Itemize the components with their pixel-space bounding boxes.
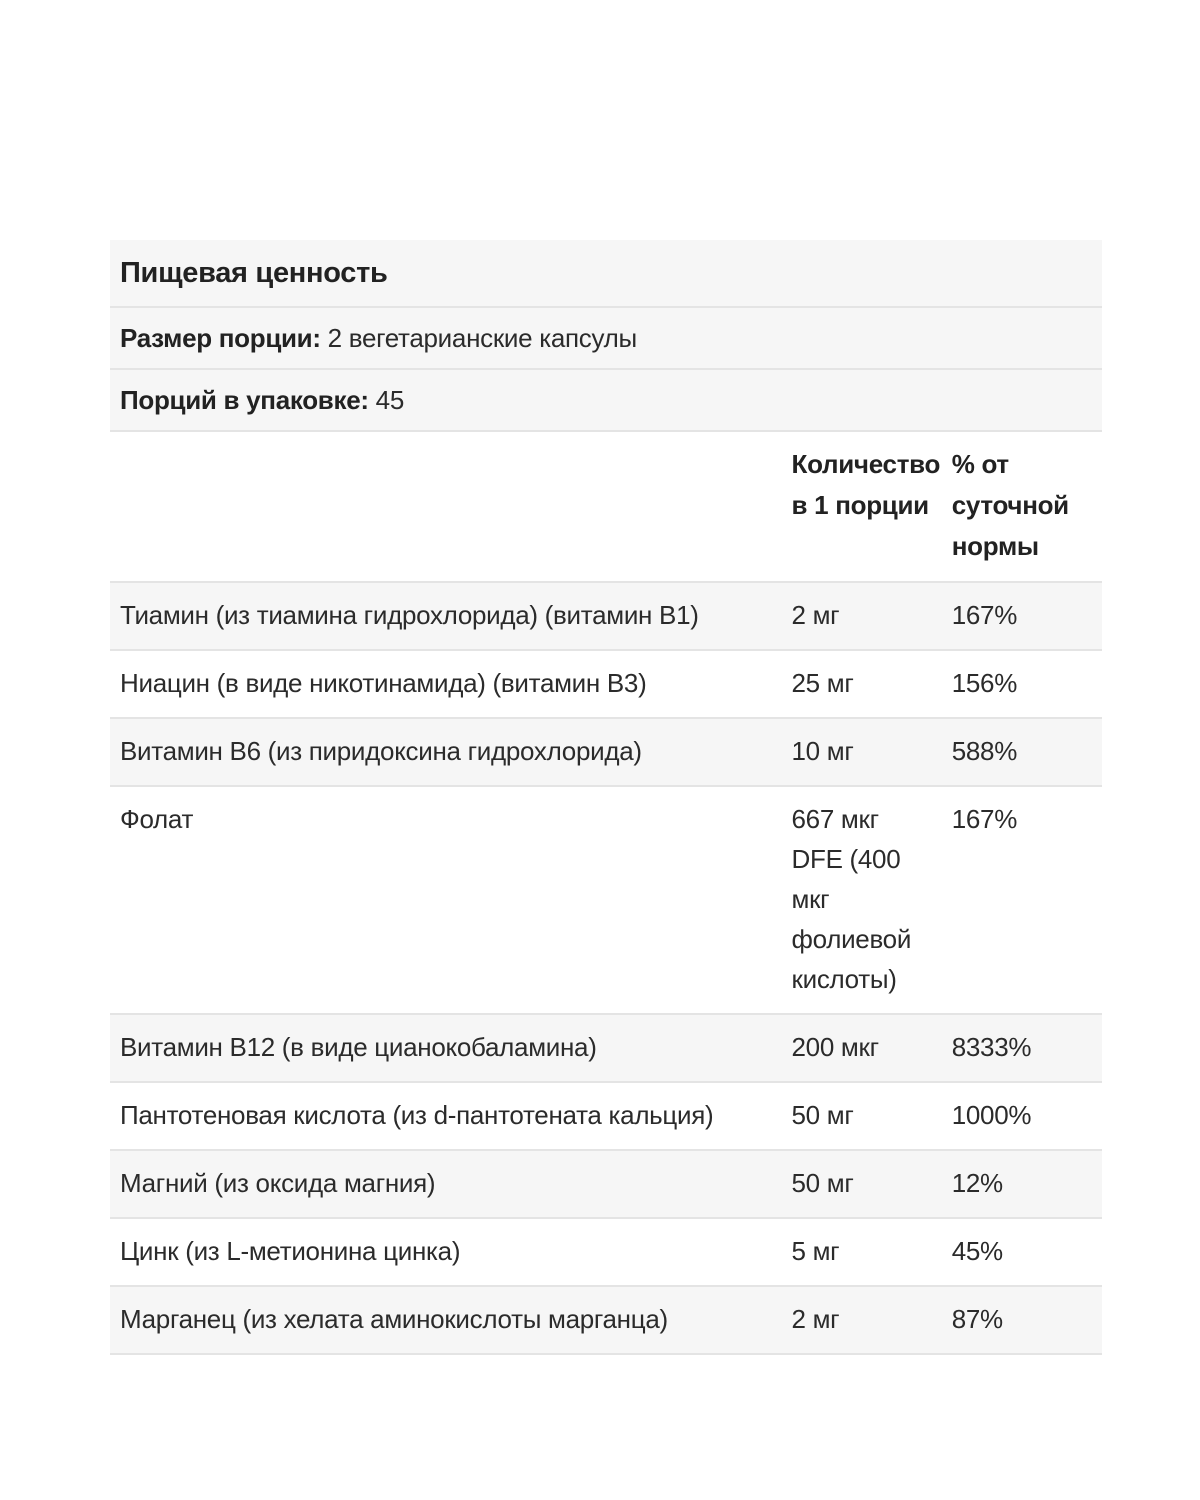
nutrient-amount: 5 мг xyxy=(782,1218,942,1286)
serving-size-cell xyxy=(110,307,1102,369)
servings-per-container-row xyxy=(110,369,1102,431)
nutrient-amount: 10 мг xyxy=(782,718,942,786)
nutrient-name: Цинк (из L-метионина цинка) xyxy=(110,1218,782,1286)
serving-size-value: 2 вегетарианские капсулы xyxy=(327,322,637,353)
table-row xyxy=(110,1150,1102,1218)
nutrient-amount: 50 мг xyxy=(782,1082,942,1150)
table-row xyxy=(110,718,1102,786)
nutrient-name: Ниацин (в виде никотинамида) (витамин B3) xyxy=(110,650,782,718)
table-row xyxy=(110,1286,1102,1354)
table-row xyxy=(110,786,1102,1014)
nutrient-name: Магний (из оксида магния) xyxy=(110,1150,782,1218)
table-row xyxy=(110,650,1102,718)
servings-per-container-cell xyxy=(110,369,1102,431)
nutrient-daily-value: 45% xyxy=(942,1218,1102,1286)
table-title-row xyxy=(110,240,1102,307)
column-header-daily-value: % от суточной нормы xyxy=(942,431,1102,582)
nutrition-facts-table xyxy=(110,240,1102,1355)
table-title: Пищевая ценность xyxy=(110,240,1102,307)
nutrient-daily-value: 12% xyxy=(942,1150,1102,1218)
nutrient-name: Тиамин (из тиамина гидрохлорида) (витамин B1) xyxy=(110,582,782,650)
serving-size-row xyxy=(110,307,1102,369)
nutrient-name: Марганец (из хелата аминокислоты марганца) xyxy=(110,1286,782,1354)
column-header-amount: Количество в 1 порции xyxy=(782,431,942,582)
nutrient-amount: 2 мг xyxy=(782,1286,942,1354)
column-header-row xyxy=(110,431,1102,582)
servings-per-container-value: 45 xyxy=(375,384,404,415)
table-row xyxy=(110,582,1102,650)
nutrient-amount: 667 мкг DFE (400 мкг фолиевой кислоты) xyxy=(782,786,942,1014)
nutrient-amount: 2 мг xyxy=(782,582,942,650)
nutrient-name: Фолат xyxy=(110,786,782,1014)
nutrient-amount: 200 мкг xyxy=(782,1014,942,1082)
serving-size-label: Размер порции: xyxy=(120,322,321,353)
nutrient-name: Витамин B12 (в виде цианокобаламина) xyxy=(110,1014,782,1082)
nutrient-daily-value: 156% xyxy=(942,650,1102,718)
nutrient-amount: 25 мг xyxy=(782,650,942,718)
servings-per-container-label: Порций в упаковке: xyxy=(120,384,369,415)
nutrient-daily-value: 167% xyxy=(942,786,1102,1014)
table-row xyxy=(110,1082,1102,1150)
column-header-name xyxy=(110,431,782,582)
nutrient-daily-value: 1000% xyxy=(942,1082,1102,1150)
nutrient-daily-value: 588% xyxy=(942,718,1102,786)
table-row xyxy=(110,1014,1102,1082)
nutrient-name: Витамин B6 (из пиридоксина гидрохлорида) xyxy=(110,718,782,786)
nutrient-daily-value: 167% xyxy=(942,582,1102,650)
nutrient-daily-value: 87% xyxy=(942,1286,1102,1354)
nutrient-amount: 50 мг xyxy=(782,1150,942,1218)
nutrient-daily-value: 8333% xyxy=(942,1014,1102,1082)
nutrient-name: Пантотеновая кислота (из d-пантотената кальция) xyxy=(110,1082,782,1150)
table-row xyxy=(110,1218,1102,1286)
